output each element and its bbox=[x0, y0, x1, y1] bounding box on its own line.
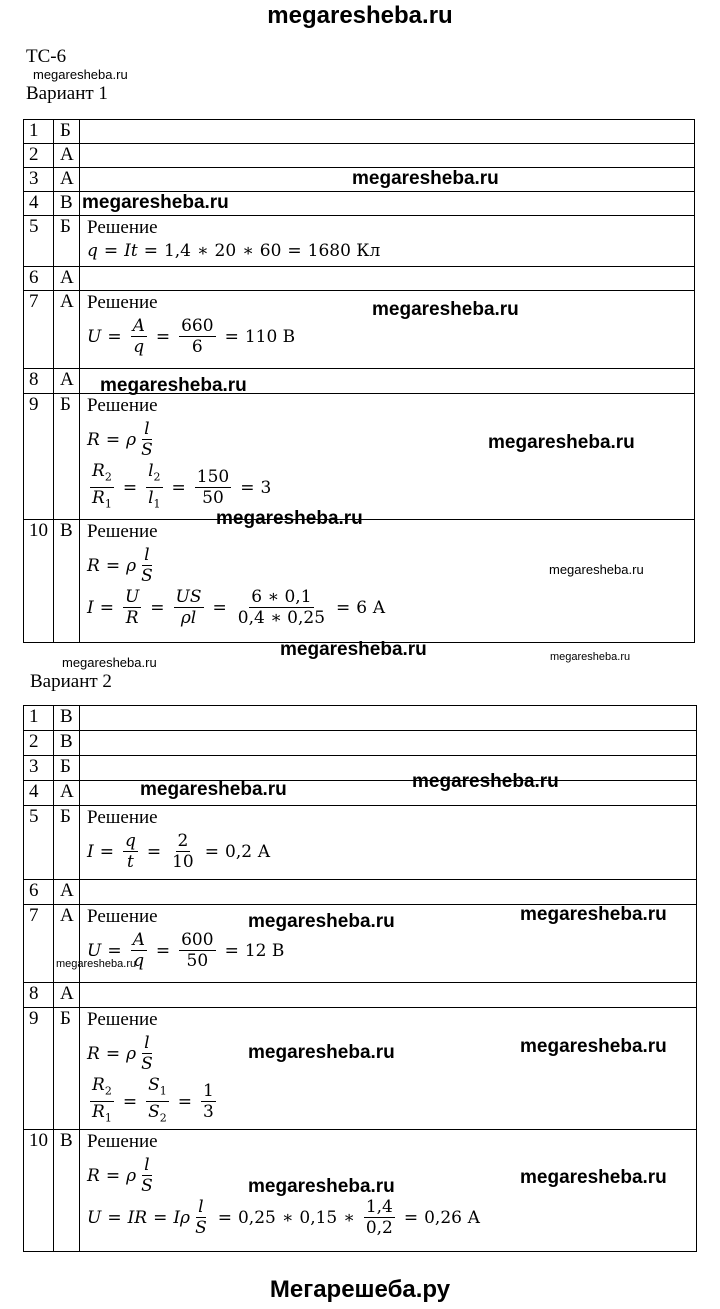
answer-letter: В bbox=[54, 520, 80, 642]
table-row bbox=[24, 880, 696, 905]
formula: $\frac{R_2}{R_1}$ = $\frac{l_2}{l_1}$ = $\frac{150}{50}$ = 3 bbox=[92, 461, 272, 511]
table-row bbox=[24, 806, 696, 880]
question-number: 3 bbox=[24, 168, 54, 191]
formula: R = ρ $\frac{l}{S}$ bbox=[87, 1033, 153, 1074]
table-row bbox=[24, 731, 696, 756]
answer-letter: А bbox=[54, 144, 80, 167]
site-footer: Мегарешеба.ру bbox=[269, 1276, 451, 1303]
question-number: 7 bbox=[24, 905, 54, 982]
variant1-title: Вариант 1 bbox=[26, 83, 108, 104]
question-number: 4 bbox=[24, 781, 54, 805]
watermark: megaresheba.ru bbox=[248, 1042, 395, 1063]
table-row bbox=[24, 1008, 696, 1130]
question-number: 8 bbox=[24, 369, 54, 393]
formula: R = ρ $\frac{l}{S}$ bbox=[87, 1155, 153, 1196]
question-number: 2 bbox=[24, 731, 54, 755]
watermark: megaresheba.ru bbox=[140, 779, 287, 800]
answer-letter: А bbox=[54, 905, 80, 982]
question-number: 2 bbox=[24, 144, 54, 167]
formula: U = IR = Iρ $\frac{l}{S}$ = 0,25 ∗ 0,15 ∗ $\frac{1,4}{0,2}$ = 0,26 А bbox=[87, 1197, 481, 1238]
watermark: megaresheba.ru bbox=[216, 508, 363, 529]
answer-letter: Б bbox=[54, 394, 80, 519]
site-header[interactable]: megaresheba.ru bbox=[267, 2, 453, 29]
formula: R = ρ $\frac{l}{S}$ bbox=[87, 419, 153, 460]
table-row bbox=[24, 756, 696, 781]
watermark: megaresheba.ru bbox=[33, 67, 128, 82]
answer-letter: А bbox=[54, 291, 80, 368]
watermark: megaresheba.ru bbox=[62, 655, 157, 670]
watermark: megaresheba.ru bbox=[248, 911, 395, 932]
watermark: megaresheba.ru bbox=[100, 375, 247, 396]
section-label: ТС-6 bbox=[26, 46, 67, 67]
formula: R = ρ $\frac{l}{S}$ bbox=[87, 545, 153, 586]
answer-letter: А bbox=[54, 983, 80, 1007]
table-row bbox=[24, 520, 694, 642]
watermark: megaresheba.ru bbox=[372, 299, 519, 320]
answer-letter: А bbox=[54, 267, 80, 290]
answer-letter: Б bbox=[54, 1008, 80, 1129]
solution-cell bbox=[80, 1008, 696, 1129]
question-number: 3 bbox=[24, 756, 54, 780]
solution-heading: Решение bbox=[87, 521, 158, 542]
watermark: megaresheba.ru bbox=[280, 639, 427, 660]
question-number: 8 bbox=[24, 983, 54, 1007]
question-number: 5 bbox=[24, 806, 54, 879]
solution-heading: Решение bbox=[87, 1131, 158, 1152]
watermark: megaresheba.ru bbox=[352, 168, 499, 189]
solution-heading: Решение bbox=[87, 906, 158, 927]
formula: I = $\frac{q}{t}$ = $\frac{2}{10}$ = 0,2 А bbox=[87, 831, 271, 872]
watermark: megaresheba.ru bbox=[520, 1036, 667, 1057]
answer-letter: А bbox=[54, 781, 80, 805]
formula: q = It = 1,4 ∗ 20 ∗ 60 = 1680 Кл bbox=[87, 241, 381, 261]
watermark: megaresheba.ru bbox=[520, 904, 667, 925]
watermark: megaresheba.ru bbox=[412, 771, 559, 792]
formula: I = $\frac{U}{R}$ = $\frac{US}{\rho l}$ = $\frac{6 ∗ 0,1}{0,4 ∗ 0,25}$ = 6 А bbox=[87, 587, 386, 628]
solution-heading: Решение bbox=[87, 807, 158, 828]
watermark: megaresheba.ru bbox=[520, 1167, 667, 1188]
question-number: 9 bbox=[24, 394, 54, 519]
table-row bbox=[24, 144, 694, 168]
answer-letter: В bbox=[54, 192, 80, 215]
question-number: 1 bbox=[24, 706, 54, 730]
table-row bbox=[24, 267, 694, 291]
formula: U = $\frac{A}{q}$ = $\frac{660}{6}$ = 110 В bbox=[87, 316, 296, 357]
answer-letter: Б bbox=[54, 756, 80, 780]
answer-letter: В bbox=[54, 731, 80, 755]
question-number: 5 bbox=[24, 216, 54, 266]
watermark: megaresheba.ru bbox=[488, 432, 635, 453]
question-number: 10 bbox=[24, 1130, 54, 1251]
question-number: 10 bbox=[24, 520, 54, 642]
question-number: 6 bbox=[24, 880, 54, 904]
answer-letter: В bbox=[54, 706, 80, 730]
solution-heading: Решение bbox=[87, 292, 158, 313]
watermark: megaresheba.ru bbox=[56, 958, 137, 970]
watermark: megaresheba.ru bbox=[549, 562, 644, 577]
variant2-title: Вариант 2 bbox=[30, 671, 112, 692]
table-row bbox=[24, 291, 694, 369]
answer-letter: Б bbox=[54, 806, 80, 879]
table-row bbox=[24, 706, 696, 731]
watermark: megaresheba.ru bbox=[82, 192, 229, 213]
solution-cell bbox=[80, 394, 694, 519]
table-row bbox=[24, 216, 694, 267]
answer-letter: А bbox=[54, 369, 80, 393]
answer-letter: В bbox=[54, 1130, 80, 1251]
question-number: 6 bbox=[24, 267, 54, 290]
solution-heading: Решение bbox=[87, 1009, 158, 1030]
table-row bbox=[24, 120, 694, 144]
solution-heading: Решение bbox=[87, 217, 158, 238]
solution-cell bbox=[80, 806, 696, 879]
formula: U = $\frac{A}{q}$ = $\frac{600}{50}$ = 12 В bbox=[87, 930, 285, 971]
question-number: 1 bbox=[24, 120, 54, 143]
question-number: 4 bbox=[24, 192, 54, 215]
answer-letter: А bbox=[54, 880, 80, 904]
watermark: megaresheba.ru bbox=[248, 1176, 395, 1197]
question-number: 9 bbox=[24, 1008, 54, 1129]
table-row bbox=[24, 781, 696, 806]
watermark: megaresheba.ru bbox=[550, 651, 631, 663]
answer-letter: Б bbox=[54, 120, 80, 143]
question-number: 7 bbox=[24, 291, 54, 368]
formula: $\frac{R_2}{R_1}$ = $\frac{S_1}{S_2}$ = $\frac{1}{3}$ bbox=[92, 1075, 214, 1125]
table-row bbox=[24, 394, 694, 520]
solution-cell bbox=[80, 520, 694, 642]
answer-letter: А bbox=[54, 168, 80, 191]
solution-cell bbox=[80, 216, 694, 266]
solution-heading: Решение bbox=[87, 395, 158, 416]
answer-letter: Б bbox=[54, 216, 80, 266]
table-row bbox=[24, 983, 696, 1008]
